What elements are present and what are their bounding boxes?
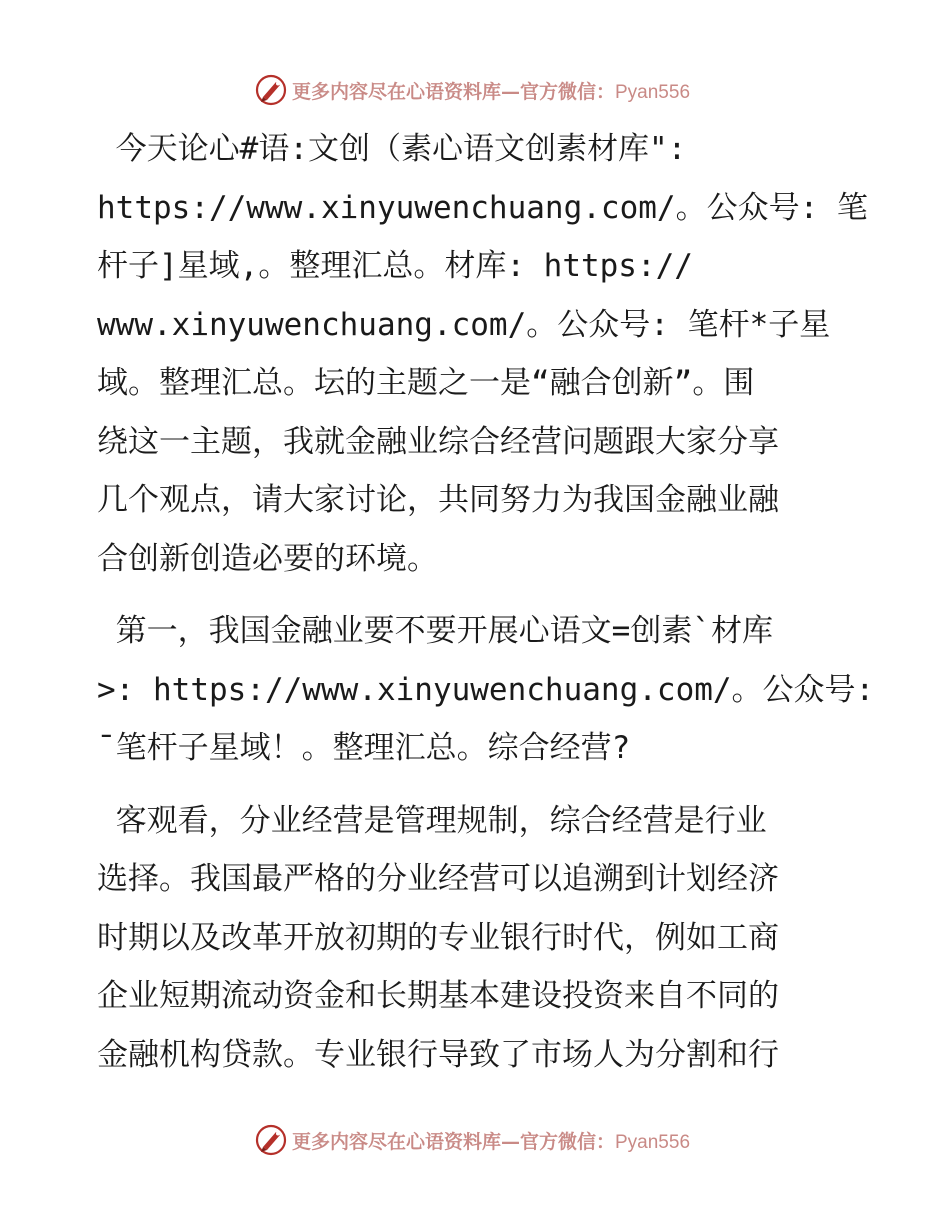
pen-logo-icon <box>254 73 288 107</box>
header-banner-text: 更多内容尽在心语资料库—官方微信：Pyan556 <box>291 80 691 103</box>
document-body <box>97 120 875 1098</box>
header-watermark-banner <box>0 72 950 108</box>
footer-watermark-banner <box>0 1122 950 1158</box>
footer-banner-text: 更多内容尽在心语资料库—官方微信：Pyan556 <box>291 1130 691 1153</box>
text-line: 绕这一主题，我就金融业综合经营问题跟大家分享 <box>97 423 779 460</box>
pen-logo-icon <box>254 1123 288 1157</box>
text-line: 第一，我国金融业要不要开展心语文=创素`材库 <box>97 613 773 649</box>
text-line: https://www.xinyuwenchuang.com/。公众号: 笔 <box>97 189 868 226</box>
text-line: 金融机构贷款。专业银行导致了市场人为分割和行 <box>97 1036 779 1073</box>
text-line: 企业短期流动资金和长期基本建设投资来自不同的 <box>97 978 779 1014</box>
header-banner-handle: Pyan556 <box>615 81 691 103</box>
paragraph <box>97 602 875 778</box>
text-line: 选择。我国最严格的分业经营可以追溯到计划经济 <box>97 861 779 897</box>
text-line: >: https://www.xinyuwenchuang.com/。公众号: <box>97 671 875 708</box>
paragraph <box>97 120 868 588</box>
text-line: 杆子]星域,。整理汇总。材库: https:// <box>97 248 693 284</box>
text-line: 域。整理汇总。坛的主题之一是“融合创新”。围 <box>97 365 755 401</box>
footer-banner-handle: Pyan556 <box>615 1131 691 1153</box>
text-line: 合创新创造必要的环境。 <box>97 540 438 577</box>
text-line: 时期以及改革开放初期的专业银行时代，例如工商 <box>97 919 779 956</box>
text-line: www.xinyuwenchuang.com/。公众号: 笔杆*子星 <box>97 306 831 343</box>
paragraph <box>97 792 857 1085</box>
text-line: 今天论心#语:文创（素心语文创素材库": <box>97 131 687 167</box>
text-line: 几个观点，请大家讨论，共同努力为我国金融业融 <box>97 482 779 518</box>
text-line: 客观看，分业经营是管理规制，综合经营是行业 <box>97 802 767 839</box>
text-line: ¯笔杆子星域！。整理汇总。综合经营? <box>97 730 631 766</box>
